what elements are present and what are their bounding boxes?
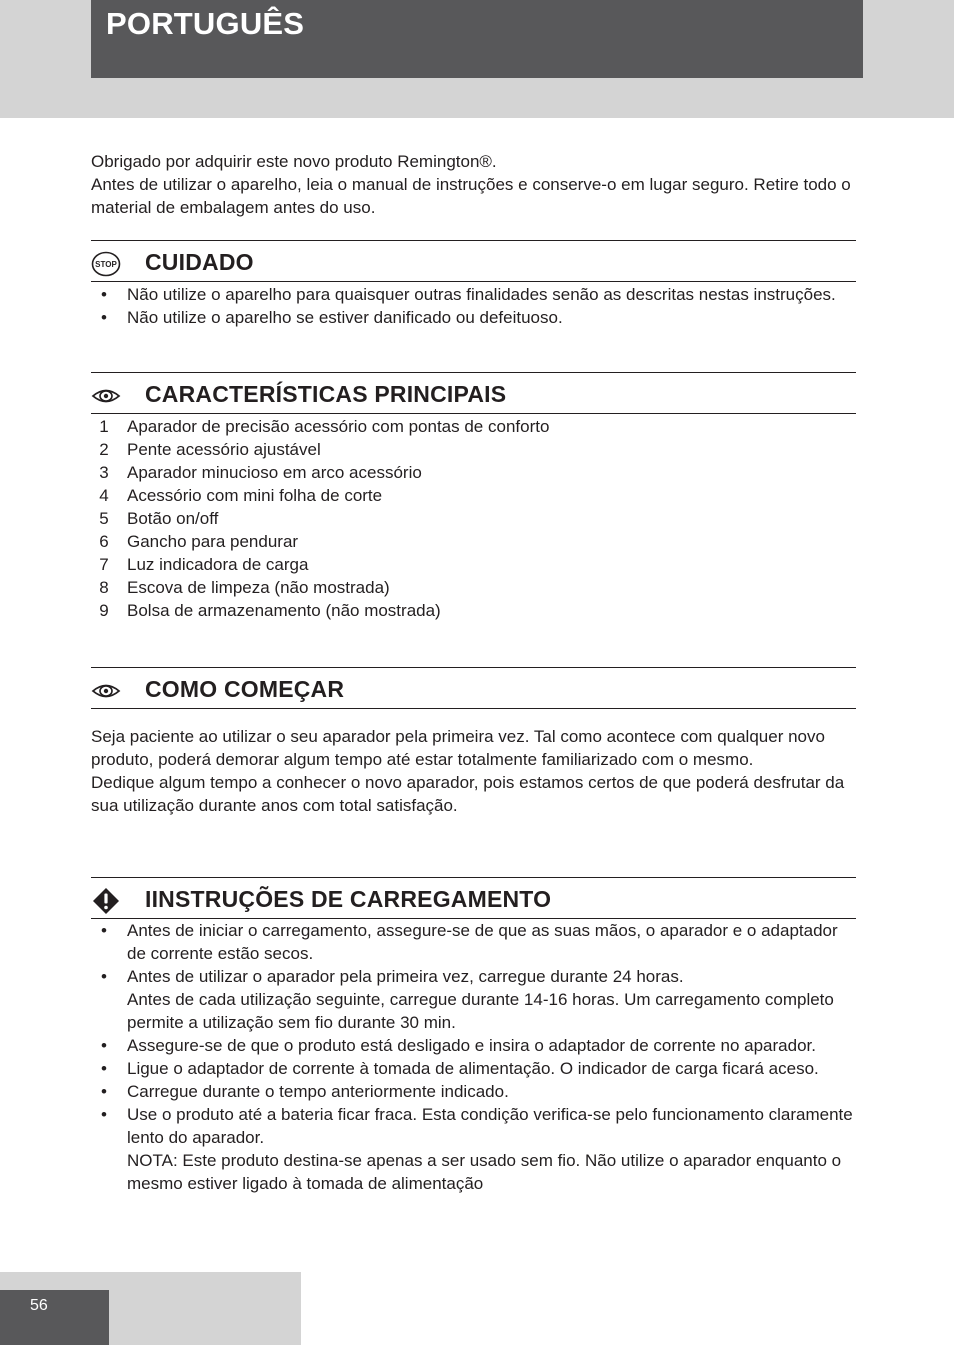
bullet: • [101,1082,107,1101]
list-item [91,1034,856,1057]
bullet: • [101,1059,107,1078]
page-number-box [0,1290,109,1345]
list-item [91,576,856,599]
section-como-comecar-header [91,667,856,709]
item-number: 6 [99,532,109,551]
list-item [91,461,856,484]
section-caracteristicas-header [91,372,856,414]
list-item [91,306,856,329]
list-item-note: NOTA: Este produto destina-se apenas a ser usado sem fio. Não utilize o aparador enquanto o mesmo estiver ligado à tomada de alimentação [127,1151,842,1193]
list-item [91,283,856,306]
stop-icon-label: STOP [95,259,117,269]
list-item [91,553,856,576]
item-number: 8 [99,578,109,597]
item-number: 9 [99,601,109,620]
item-number: 1 [99,417,109,436]
intro-text [91,150,856,219]
section-cuidado-title: CUIDADO [145,249,254,275]
list-item-text: Assegure-se de que o produto está desligado e insira o adaptador de corrente no aparador. [127,1036,816,1055]
list-item-text: Escova de limpeza (não mostrada) [127,578,390,597]
list-item-text: Botão on/off [127,509,219,528]
page-title: PORTUGUÊS [106,6,305,41]
list-item-text: Luz indicadora de carga [127,555,309,574]
section-cuidado-header [91,240,856,282]
paragraph: Seja paciente ao utilizar o seu aparador pela primeira vez. Tal como acontece com qualquer novo produto, poderá demorar algum tempo até estar totalmente familiarizado com o mesmo. [91,727,825,769]
list-item-text: Aparador minucioso em arco acessório [127,463,422,482]
list-item [91,1103,856,1195]
list-item-text: Use o produto até a bateria ficar fraca. Esta condição verifica-se pelo funcionamento claramente lento do aparador. [127,1105,853,1147]
list-item-text: Antes de utilizar o aparador pela primeira vez, carregue durante 24 horas. [127,967,684,986]
stop-icon [91,250,123,278]
list-item-text: Pente acessório ajustável [127,440,321,459]
language-title-box [91,0,863,78]
list-item-text: Aparador de precisão acessório com pontas de conforto [127,417,550,436]
item-number: 7 [99,555,109,574]
eye-icon [91,382,123,410]
list-item [91,438,856,461]
intro-instructions: Antes de utilizar o aparelho, leia o manual de instruções e conserve-o em lugar seguro. Retire todo o material de embalagem antes do uso. [91,175,851,217]
list-item-text: Ligue o adaptador de corrente à tomada de alimentação. O indicador de carga ficará aceso. [127,1059,819,1078]
list-item [91,484,856,507]
section-caracteristicas-title: CARACTERÍSTICAS PRINCIPAIS [145,381,507,407]
list-item [91,919,856,965]
cuidado-list [91,283,856,329]
bullet: • [101,967,107,986]
eye-icon [91,677,123,705]
list-item [91,599,856,622]
list-item [91,507,856,530]
list-item [91,415,856,438]
list-item-continuation: Antes de cada utilização seguinte, carregue durante 14-16 horas. Um carregamento completo permite a utilização sem fio durante 30 min. [127,990,834,1032]
list-item-text: Carregue durante o tempo anteriormente indicado. [127,1082,509,1101]
bullet: • [101,921,107,940]
list-item [91,1080,856,1103]
page-number: 56 [30,1297,48,1314]
bullet: • [101,1036,107,1055]
paragraph: Dedique algum tempo a conhecer o novo aparador, pois estamos certos de que poderá desfrutar da sua utilização durante anos com total satisfação. [91,773,845,815]
list-item-text: Não utilize o aparelho se estiver danificado ou defeituoso. [127,308,563,327]
section-carregamento-title: IINSTRUÇÕES DE CARREGAMENTO [145,886,552,912]
list-item [91,965,856,1034]
como-comecar-text [91,725,856,817]
list-item [91,530,856,553]
list-item-text: Antes de iniciar o carregamento, assegure-se de que as suas mãos, o aparador e o adaptador de corrente estão secos. [127,921,838,963]
list-item [91,1057,856,1080]
section-carregamento-header [91,877,856,919]
features-list [91,415,856,622]
warning-icon [91,887,123,915]
list-item-text: Não utilize o aparelho para quaisquer outras finalidades senão as descritas nestas instruções. [127,285,836,304]
item-number: 5 [99,509,109,528]
intro-thanks: Obrigado por adquirir este novo produto Remington®. [91,152,497,171]
bullet: • [101,1105,107,1124]
section-como-comecar-title: COMO COMEÇAR [145,676,345,702]
item-number: 2 [99,440,109,459]
carregamento-list [91,919,856,1195]
list-item-text: Gancho para pendurar [127,532,299,551]
item-number: 4 [99,486,109,505]
bullet: • [101,308,107,327]
list-item-text: Bolsa de armazenamento (não mostrada) [127,601,441,620]
bullet: • [101,285,107,304]
list-item-text: Acessório com mini folha de corte [127,486,383,505]
item-number: 3 [99,463,109,482]
